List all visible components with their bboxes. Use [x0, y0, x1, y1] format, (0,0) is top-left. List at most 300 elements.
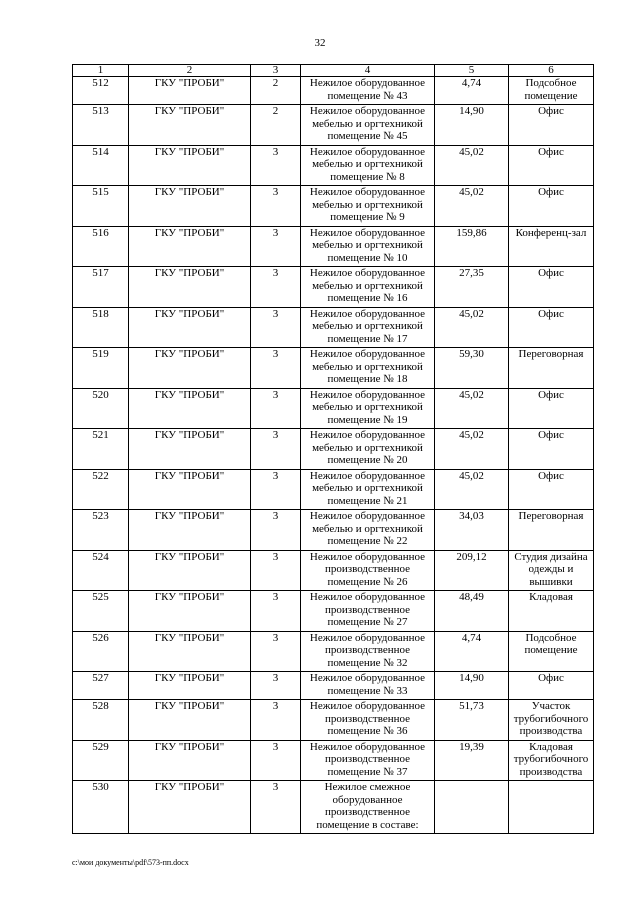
- cell-description: [301, 550, 435, 591]
- cell-description-text: производственное: [324, 603, 410, 616]
- cell-organization: [129, 429, 251, 470]
- table-row: [73, 348, 594, 389]
- cell-number: [73, 429, 129, 470]
- cell-description-text: мебелью и оргтехникой: [312, 401, 423, 413]
- table-row: [73, 591, 594, 632]
- cell-organization-text: ГКУ "ПРОБИ": [154, 186, 225, 198]
- cell-area-text: 45,02: [459, 388, 484, 401]
- cell-number: [73, 700, 129, 741]
- cell-description-text: помещение № 45: [327, 130, 408, 142]
- cell-description-text: помещение № 36: [327, 725, 408, 737]
- cell-description: [301, 186, 435, 227]
- cell-organization: [129, 186, 251, 227]
- cell-number-text: 521: [92, 429, 109, 441]
- cell-floor: [251, 307, 301, 348]
- cell-purpose: [509, 105, 594, 146]
- table-row: [73, 77, 594, 105]
- cell-description: [301, 105, 435, 146]
- cell-number-text: 527: [92, 672, 109, 684]
- cell-description-text: помещение № 26: [327, 575, 408, 588]
- table-row: [73, 550, 594, 591]
- cell-floor-text: 3: [272, 388, 279, 401]
- cell-purpose-text: помещение: [524, 89, 578, 102]
- cell-description-text: мебелью и оргтехникой: [312, 522, 423, 535]
- cell-number: [73, 781, 129, 834]
- cell-floor-text: 3: [272, 267, 279, 279]
- cell-organization-text: ГКУ "ПРОБИ": [154, 226, 225, 239]
- cell-purpose-text: Кладовая: [529, 740, 573, 753]
- cell-area-text: 45,02: [459, 429, 484, 441]
- table-row: [73, 226, 594, 267]
- table-row: [73, 510, 594, 551]
- cell-purpose-text: вышивки: [529, 575, 573, 588]
- cell-floor: [251, 550, 301, 591]
- cell-purpose: [509, 469, 594, 510]
- cell-purpose: [509, 781, 594, 834]
- cell-description-text: помещение № 16: [327, 292, 408, 304]
- cell-organization: [129, 226, 251, 267]
- table-row: [73, 307, 594, 348]
- cell-purpose-text: Офис: [538, 267, 564, 279]
- cell-floor: [251, 388, 301, 429]
- cell-area: [435, 348, 509, 389]
- cell-number-text: 513: [92, 105, 109, 117]
- cell-number: [73, 740, 129, 781]
- cell-number: [73, 145, 129, 186]
- cell-organization-text: ГКУ "ПРОБИ": [154, 591, 225, 603]
- cell-description-text: Нежилое оборудованное: [309, 348, 426, 360]
- cell-purpose-text: Кладовая: [529, 591, 573, 603]
- cell-area-text: 45,02: [459, 186, 484, 198]
- table-header-row: [73, 65, 594, 77]
- cell-description: [301, 510, 435, 551]
- table-body: [73, 65, 594, 834]
- cell-description: [301, 226, 435, 267]
- cell-floor: [251, 740, 301, 781]
- cell-organization: [129, 672, 251, 700]
- cell-purpose-text: Офис: [538, 105, 564, 117]
- table-row: [73, 267, 594, 308]
- cell-purpose: [509, 429, 594, 470]
- cell-area: [435, 631, 509, 672]
- cell-number-text: 530: [92, 781, 109, 793]
- cell-purpose-text: Подсобное: [525, 631, 577, 644]
- cell-description-text: Нежилое оборудованное: [309, 469, 426, 482]
- cell-description: [301, 631, 435, 672]
- cell-description-text: Нежилое оборудованное: [309, 105, 426, 117]
- cell-area-text: 19,39: [459, 740, 484, 753]
- cell-purpose-text: Подсобное: [525, 77, 577, 89]
- cell-purpose-text: Офис: [538, 388, 564, 401]
- cell-description-text: помещение № 10: [327, 251, 408, 264]
- cell-area: [435, 469, 509, 510]
- cell-purpose: [509, 307, 594, 348]
- cell-organization: [129, 700, 251, 741]
- cell-floor: [251, 700, 301, 741]
- cell-floor-text: 3: [272, 307, 279, 320]
- cell-organization-text: ГКУ "ПРОБИ": [154, 267, 225, 279]
- cell-organization: [129, 631, 251, 672]
- cell-organization: [129, 348, 251, 389]
- cell-purpose: [509, 700, 594, 741]
- cell-purpose-text: производства: [519, 765, 583, 778]
- cell-organization-text: ГКУ "ПРОБИ": [154, 307, 225, 320]
- cell-description-text: помещение № 33: [327, 684, 408, 697]
- cell-area-text: 27,35: [459, 267, 484, 279]
- cell-purpose-text: одежды и: [528, 563, 574, 575]
- cell-floor-text: 2: [272, 77, 279, 89]
- cell-floor-text: 3: [272, 226, 279, 239]
- cell-area: [435, 226, 509, 267]
- cell-floor: [251, 77, 301, 105]
- cell-number-text: 522: [92, 469, 109, 482]
- cell-area-text: 209,12: [456, 550, 487, 563]
- cell-description: [301, 388, 435, 429]
- cell-description-text: производственное: [324, 753, 410, 765]
- cell-area: [435, 510, 509, 551]
- cell-purpose-text: Офис: [538, 186, 564, 198]
- cell-description-text: Нежилое оборудованное: [309, 186, 426, 198]
- cell-area: [435, 105, 509, 146]
- cell-organization-text: ГКУ "ПРОБИ": [154, 700, 225, 712]
- cell-description-text: помещение № 18: [327, 373, 408, 385]
- cell-description-text: Нежилое оборудованное: [309, 700, 426, 712]
- cell-description-text: помещение № 20: [327, 454, 408, 466]
- cell-purpose-text: Конференц-зал: [515, 226, 587, 239]
- table-row: [73, 186, 594, 227]
- cell-purpose: [509, 186, 594, 227]
- cell-description-text: помещение в составе:: [316, 818, 419, 831]
- cell-organization: [129, 550, 251, 591]
- cell-area-text: 4,74: [461, 77, 482, 89]
- register-table: [72, 64, 594, 834]
- cell-area-text: 159,86: [456, 226, 487, 239]
- cell-description: [301, 591, 435, 632]
- cell-floor: [251, 591, 301, 632]
- cell-area: [435, 145, 509, 186]
- cell-description-text: мебелью и оргтехникой: [312, 239, 423, 251]
- cell-purpose-text: Переговорная: [518, 510, 584, 522]
- cell-description-text: мебелью и оргтехникой: [312, 482, 423, 494]
- cell-purpose: [509, 672, 594, 700]
- cell-area-text: 14,90: [459, 672, 484, 684]
- cell-purpose-text: Офис: [538, 145, 564, 158]
- cell-area: [435, 781, 509, 834]
- cell-area: [435, 307, 509, 348]
- cell-description-text: помещение № 9: [330, 211, 405, 223]
- cell-number-text: 514: [92, 145, 109, 158]
- cell-floor-text: 2: [272, 105, 279, 117]
- cell-floor-text: 3: [272, 186, 279, 198]
- cell-description: [301, 781, 435, 834]
- cell-number-text: 518: [92, 307, 109, 320]
- cell-description-text: производственное: [324, 712, 410, 725]
- cell-purpose: [509, 740, 594, 781]
- cell-description: [301, 700, 435, 741]
- cell-organization: [129, 267, 251, 308]
- cell-area-text: 48,49: [459, 591, 484, 603]
- cell-number: [73, 388, 129, 429]
- cell-floor: [251, 429, 301, 470]
- table-row: [73, 781, 594, 834]
- cell-floor: [251, 226, 301, 267]
- cell-organization-text: ГКУ "ПРОБИ": [154, 550, 225, 563]
- cell-description: [301, 469, 435, 510]
- cell-area-text: 51,73: [459, 700, 484, 712]
- cell-area: [435, 77, 509, 105]
- table-row: [73, 740, 594, 781]
- cell-description-text: мебелью и оргтехникой: [312, 117, 423, 130]
- cell-organization: [129, 388, 251, 429]
- table-row: [73, 672, 594, 700]
- cell-purpose-text: Студия дизайна: [514, 550, 588, 563]
- cell-area: [435, 267, 509, 308]
- page-number: 32: [314, 37, 326, 49]
- cell-number-text: 517: [92, 267, 109, 279]
- cell-number: [73, 348, 129, 389]
- cell-number: [73, 267, 129, 308]
- cell-description-text: помещение № 37: [327, 765, 408, 778]
- cell-description-text: мебелью и оргтехникой: [312, 441, 423, 454]
- table-row: [73, 429, 594, 470]
- cell-organization-text: ГКУ "ПРОБИ": [154, 388, 225, 401]
- cell-number-text: 523: [92, 510, 109, 522]
- cell-area-text: 45,02: [459, 145, 484, 158]
- cell-description-text: помещение № 17: [327, 332, 408, 345]
- table-row: [73, 700, 594, 741]
- cell-floor: [251, 631, 301, 672]
- cell-purpose-text: трубогибочного: [513, 753, 589, 765]
- cell-organization-text: ГКУ "ПРОБИ": [154, 348, 225, 360]
- column-header: 6: [509, 65, 594, 77]
- cell-organization: [129, 307, 251, 348]
- cell-area: [435, 591, 509, 632]
- cell-area-text: 34,03: [459, 510, 484, 522]
- cell-number-text: 529: [92, 740, 109, 753]
- cell-description-text: мебелью и оргтехникой: [312, 320, 423, 332]
- table-row: [73, 631, 594, 672]
- cell-floor: [251, 267, 301, 308]
- cell-floor: [251, 510, 301, 551]
- cell-area: [435, 740, 509, 781]
- cell-purpose: [509, 510, 594, 551]
- cell-description-text: помещение № 27: [327, 616, 408, 628]
- cell-organization: [129, 740, 251, 781]
- cell-purpose: [509, 226, 594, 267]
- cell-floor-text: 3: [272, 591, 279, 603]
- cell-description-text: Нежилое оборудованное: [309, 388, 426, 401]
- cell-description: [301, 672, 435, 700]
- cell-floor: [251, 672, 301, 700]
- cell-description-text: Нежилое оборудованное: [309, 631, 426, 644]
- cell-area-text: 4,74: [461, 631, 482, 644]
- cell-number: [73, 510, 129, 551]
- cell-organization-text: ГКУ "ПРОБИ": [154, 672, 225, 684]
- cell-organization-text: ГКУ "ПРОБИ": [154, 429, 225, 441]
- cell-description-text: мебелью и оргтехникой: [312, 198, 423, 211]
- cell-organization-text: ГКУ "ПРОБИ": [154, 105, 225, 117]
- cell-purpose: [509, 348, 594, 389]
- column-header: 2: [129, 65, 251, 77]
- cell-purpose-text: трубогибочного: [513, 712, 589, 725]
- cell-description-text: Нежилое оборудованное: [309, 226, 426, 239]
- column-header: 1: [73, 65, 129, 77]
- cell-description-text: Нежилое оборудованное: [309, 591, 426, 603]
- cell-number: [73, 226, 129, 267]
- cell-floor-text: 3: [272, 740, 279, 753]
- cell-floor-text: 3: [272, 469, 279, 482]
- cell-organization-text: ГКУ "ПРОБИ": [154, 145, 225, 158]
- cell-floor: [251, 105, 301, 146]
- cell-number-text: 515: [92, 186, 109, 198]
- cell-description-text: помещение № 8: [330, 170, 405, 183]
- cell-purpose: [509, 631, 594, 672]
- cell-organization-text: ГКУ "ПРОБИ": [154, 469, 225, 482]
- cell-organization: [129, 781, 251, 834]
- cell-organization: [129, 145, 251, 186]
- cell-description-text: Нежилое оборудованное: [309, 740, 426, 753]
- cell-description-text: Нежилое оборудованное: [309, 267, 426, 279]
- table-row: [73, 105, 594, 146]
- cell-area: [435, 672, 509, 700]
- cell-description: [301, 348, 435, 389]
- cell-purpose-text: Офис: [538, 672, 564, 684]
- cell-floor-text: 3: [272, 510, 279, 522]
- cell-floor-text: 3: [272, 781, 279, 793]
- cell-description-text: помещение № 19: [327, 413, 408, 426]
- cell-description-text: Нежилое оборудованное: [309, 510, 426, 522]
- cell-description-text: производственное: [324, 806, 410, 818]
- cell-floor-text: 3: [272, 672, 279, 684]
- cell-area: [435, 550, 509, 591]
- cell-area: [435, 186, 509, 227]
- cell-purpose: [509, 77, 594, 105]
- cell-description-text: Нежилое смежное: [324, 781, 411, 793]
- cell-floor: [251, 781, 301, 834]
- cell-floor-text: 3: [272, 429, 279, 441]
- cell-floor-text: 3: [272, 145, 279, 158]
- cell-number-text: 525: [92, 591, 109, 603]
- cell-description-text: помещение № 21: [327, 494, 408, 507]
- cell-organization-text: ГКУ "ПРОБИ": [154, 510, 225, 522]
- cell-description-text: Нежилое оборудованное: [309, 77, 426, 89]
- cell-organization-text: ГКУ "ПРОБИ": [154, 77, 225, 89]
- column-header: 5: [435, 65, 509, 77]
- cell-number: [73, 591, 129, 632]
- cell-number-text: 528: [92, 700, 109, 712]
- cell-number-text: 516: [92, 226, 109, 239]
- cell-floor-text: 3: [272, 550, 279, 563]
- cell-purpose-text: Участок: [531, 700, 571, 712]
- cell-floor: [251, 469, 301, 510]
- cell-organization-text: ГКУ "ПРОБИ": [154, 740, 225, 753]
- cell-area: [435, 429, 509, 470]
- cell-description: [301, 77, 435, 105]
- cell-purpose-text: помещение: [524, 644, 578, 656]
- cell-purpose: [509, 267, 594, 308]
- cell-purpose-text: Офис: [538, 429, 564, 441]
- cell-description-text: оборудованное: [332, 793, 403, 806]
- cell-organization: [129, 591, 251, 632]
- cell-description-text: Нежилое оборудованное: [309, 550, 426, 563]
- cell-number-text: 520: [92, 388, 109, 401]
- file-path-footer: c:\мои документы\pdf\573-пп.docx: [72, 858, 189, 867]
- cell-description: [301, 145, 435, 186]
- cell-description-text: производственное: [324, 644, 410, 656]
- table-row: [73, 145, 594, 186]
- cell-floor: [251, 186, 301, 227]
- cell-purpose-text: производства: [519, 725, 583, 737]
- cell-description-text: Нежилое оборудованное: [309, 672, 426, 684]
- cell-number: [73, 186, 129, 227]
- cell-floor-text: 3: [272, 348, 279, 360]
- cell-description-text: Нежилое оборудованное: [309, 145, 426, 158]
- cell-description: [301, 307, 435, 348]
- cell-organization: [129, 469, 251, 510]
- cell-floor: [251, 348, 301, 389]
- cell-description-text: производственное: [324, 563, 410, 575]
- cell-number-text: 512: [92, 77, 109, 89]
- cell-description-text: Нежилое оборудованное: [309, 429, 426, 441]
- cell-organization-text: ГКУ "ПРОБИ": [154, 631, 225, 644]
- cell-number: [73, 105, 129, 146]
- cell-purpose: [509, 591, 594, 632]
- cell-description-text: мебелью и оргтехникой: [312, 279, 423, 292]
- cell-floor-text: 3: [272, 700, 279, 712]
- cell-description: [301, 740, 435, 781]
- cell-purpose-text: Переговорная: [518, 348, 584, 360]
- cell-purpose-text: Офис: [538, 469, 564, 482]
- cell-number: [73, 469, 129, 510]
- cell-description-text: Нежилое оборудованное: [309, 307, 426, 320]
- cell-organization: [129, 105, 251, 146]
- cell-number-text: 526: [92, 631, 109, 644]
- column-header: 3: [251, 65, 301, 77]
- cell-purpose: [509, 388, 594, 429]
- cell-number: [73, 672, 129, 700]
- cell-number-text: 519: [92, 348, 109, 360]
- cell-description: [301, 429, 435, 470]
- column-header: 4: [301, 65, 435, 77]
- cell-number: [73, 550, 129, 591]
- cell-organization-text: ГКУ "ПРОБИ": [154, 781, 225, 793]
- cell-area-text: 59,30: [459, 348, 484, 360]
- cell-description-text: помещение № 22: [327, 535, 408, 547]
- cell-description: [301, 267, 435, 308]
- cell-purpose: [509, 145, 594, 186]
- cell-organization: [129, 77, 251, 105]
- cell-purpose: [509, 550, 594, 591]
- table-row: [73, 469, 594, 510]
- cell-purpose-text: Офис: [538, 307, 564, 320]
- cell-number-text: 524: [92, 550, 109, 563]
- cell-description-text: мебелью и оргтехникой: [312, 158, 423, 170]
- cell-area-text: 45,02: [459, 469, 484, 482]
- cell-area-text: 14,90: [459, 105, 484, 117]
- cell-area: [435, 388, 509, 429]
- cell-floor: [251, 145, 301, 186]
- cell-floor-text: 3: [272, 631, 279, 644]
- cell-description-text: помещение № 32: [327, 656, 408, 669]
- cell-number: [73, 77, 129, 105]
- cell-description-text: помещение № 43: [327, 89, 408, 102]
- cell-description-text: мебелью и оргтехникой: [312, 360, 423, 373]
- table-row: [73, 388, 594, 429]
- cell-number: [73, 631, 129, 672]
- cell-organization: [129, 510, 251, 551]
- cell-area: [435, 700, 509, 741]
- cell-area-text: 45,02: [459, 307, 484, 320]
